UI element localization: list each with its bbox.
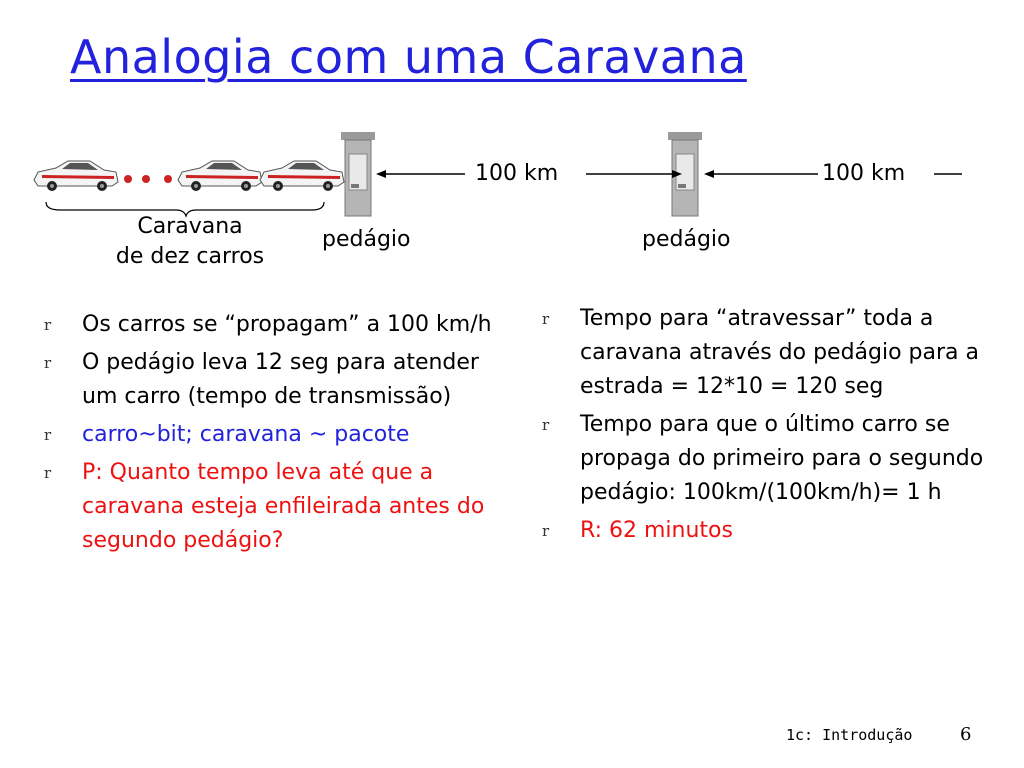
bullet-marker: r bbox=[44, 426, 52, 444]
distance-label-1: 100 km bbox=[475, 161, 559, 186]
list-item bbox=[542, 302, 992, 404]
list-item bbox=[542, 408, 992, 510]
bullet-marker: r bbox=[44, 464, 52, 482]
list-item bbox=[44, 418, 504, 452]
list-item bbox=[44, 308, 504, 342]
slide-title: Analogia com uma Caravana bbox=[70, 30, 747, 84]
left-bullet-list bbox=[44, 308, 504, 562]
page-number: 6 bbox=[960, 724, 972, 745]
toll-label-2: pedágio bbox=[642, 227, 731, 252]
car-icon bbox=[34, 161, 118, 191]
bullet-marker: r bbox=[44, 354, 52, 372]
toll-label-1: pedágio bbox=[322, 227, 411, 252]
toll-booth-icon bbox=[341, 132, 375, 216]
ellipsis-dots bbox=[124, 175, 172, 183]
bullet-text: R: 62 minutos bbox=[580, 518, 733, 543]
bullet-marker: r bbox=[542, 310, 550, 328]
footer-section: 1c: Introdução bbox=[786, 726, 913, 744]
bullet-text: Os carros se “propagam” a 100 km/h bbox=[82, 312, 492, 337]
bullet-marker: r bbox=[44, 316, 52, 334]
car-icon bbox=[260, 161, 344, 191]
right-bullet-list bbox=[542, 302, 992, 552]
bullet-text: P: Quanto tempo leva até que a caravana esteja enfileirada antes do segundo pedágio? bbox=[82, 460, 485, 553]
bullet-text: Tempo para “atravessar” toda a caravana através do pedágio para a estrada = 12*10 = 120 seg bbox=[580, 306, 980, 399]
bullet-text: Tempo para que o último carro se propaga do primeiro para o segundo pedágio: 100km/(100km/h)= 1 h bbox=[580, 412, 984, 505]
bullet-text: O pedágio leva 12 seg para atender um carro (tempo de transmissão) bbox=[82, 350, 479, 409]
distance-label-2: 100 km bbox=[822, 161, 906, 186]
caravan-label-line1: Caravana bbox=[137, 214, 243, 239]
caravan-label-line2: de dez carros bbox=[115, 244, 265, 269]
list-item bbox=[542, 514, 992, 548]
bullet-marker: r bbox=[542, 416, 550, 434]
list-item bbox=[44, 456, 504, 558]
bullet-text: carro~bit; caravana ~ pacote bbox=[82, 422, 410, 447]
list-item bbox=[44, 346, 504, 414]
caravan-label bbox=[90, 212, 290, 272]
bullet-marker: r bbox=[542, 522, 550, 540]
car-icon bbox=[178, 161, 262, 191]
